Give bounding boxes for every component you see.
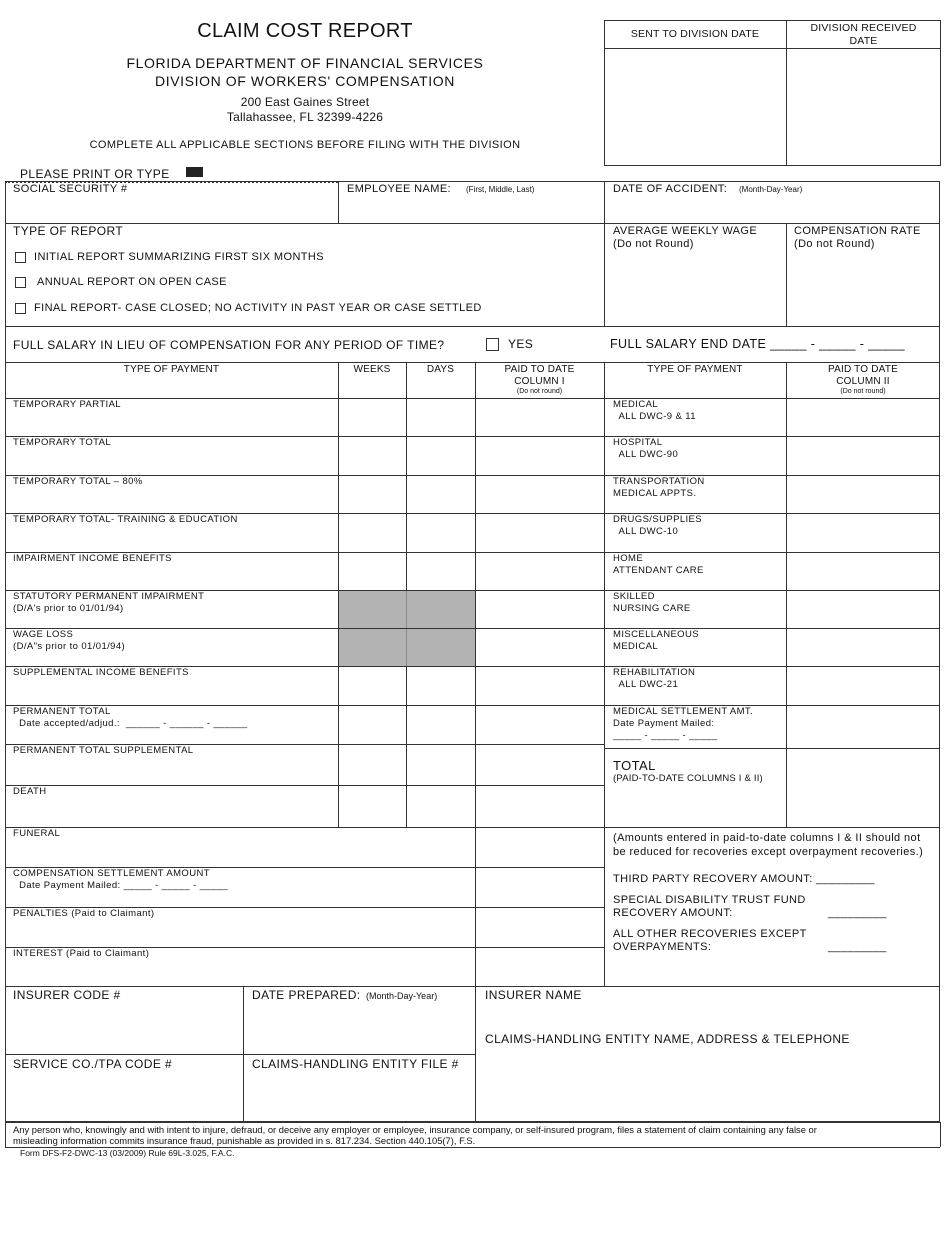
city-address: Tallahassee, FL 32399-4226: [226, 110, 384, 124]
total-hint: (PAID-TO-DATE COLUMNS I & II): [613, 773, 763, 784]
paid-col1-field[interactable]: [477, 630, 603, 665]
paid-col2-field[interactable]: [788, 477, 938, 512]
col-paid-col1-hint: (Do not round): [516, 388, 563, 395]
sent-to-division-label: SENT TO DIVISION DATE: [630, 28, 760, 40]
weeks-field[interactable]: [340, 707, 405, 743]
sdtf-label-1: SPECIAL DISABILITY TRUST FUND: [613, 894, 806, 906]
divider: [475, 986, 476, 1122]
sdtf-label-2: RECOVERY AMOUNT:: [613, 907, 733, 919]
recovery-note-1: (Amounts entered in paid-to-date columns I & II should not: [613, 832, 921, 844]
divider: [5, 1122, 6, 1147]
weeks-field[interactable]: [340, 746, 405, 784]
paid-col1-field[interactable]: [477, 949, 603, 985]
medical-type-label: DRUGS/SUPPLIES: [613, 514, 703, 525]
weeks-field[interactable]: [340, 668, 405, 704]
payment-type-label: COMPENSATION SETTLEMENT AMOUNT: [13, 868, 210, 879]
paid-col1-field[interactable]: [477, 829, 603, 866]
col-type-of-payment: TYPE OF PAYMENT: [123, 364, 220, 375]
days-field[interactable]: [408, 554, 474, 589]
paid-col1-field[interactable]: [477, 707, 603, 743]
days-field[interactable]: [408, 438, 474, 474]
col-paid-col1: PAID TO DATE: [504, 364, 575, 375]
payment-type-label: DEATH: [13, 786, 47, 797]
final-report-checkbox[interactable]: [15, 303, 26, 314]
print-notice: PLEASE PRINT OR TYPE: [20, 167, 170, 181]
claims-entity-field[interactable]: [478, 1048, 938, 1120]
paid-col1-field[interactable]: [477, 554, 603, 589]
insurer-code-field[interactable]: [8, 1004, 241, 1052]
weeks-field[interactable]: [340, 477, 405, 512]
payment-type-label: SUPPLEMENTAL INCOME BENEFITS: [13, 667, 189, 678]
paid-col1-field[interactable]: [477, 477, 603, 512]
date-prepared-label: DATE PREPARED:: [252, 988, 361, 1002]
avg-weekly-wage-field[interactable]: [606, 252, 784, 324]
full-salary-question: FULL SALARY IN LIEU OF COMPENSATION FOR ANY PERIOD OF TIME?: [13, 338, 445, 352]
medical-type-label: HOME: [613, 553, 644, 564]
fraud-warning-1: Any person who, knowingly and with intent to injure, defraud, or deceive any employer or employee, insurance company, or self-insured program, files a statement of claim containing any false or: [13, 1124, 817, 1135]
divider: [5, 398, 940, 399]
service-co-label: SERVICE CO./TPA CODE #: [13, 1057, 173, 1071]
final-report-label: FINAL REPORT- CASE CLOSED; NO ACTIVITY IN PAST YEAR OR CASE SETTLED: [34, 302, 482, 314]
entity-file-field[interactable]: [245, 1073, 473, 1120]
divider: [475, 827, 940, 828]
paid-col2-field[interactable]: [788, 515, 938, 551]
avg-weekly-wage-label: AVERAGE WEEKLY WAGE: [613, 225, 758, 237]
insurer-name-label: INSURER NAME: [485, 988, 582, 1002]
divider: [786, 362, 787, 827]
payment-type-label: STATUTORY PERMANENT IMPAIRMENT: [13, 591, 205, 602]
filing-instructions: COMPLETE ALL APPLICABLE SECTIONS BEFORE FILING WITH THE DIVISION: [89, 139, 521, 151]
medical-type-sublabel: _____ - _____ - _____: [613, 730, 718, 741]
employee-name-label: EMPLOYEE NAME:: [347, 183, 452, 195]
divider: [604, 48, 941, 49]
payment-type-sublabel: Date Payment Mailed: _____ - _____ - _____: [13, 880, 229, 891]
other-recoveries-blank[interactable]: _________: [828, 941, 887, 953]
medical-type-label: MISCELLANEOUS: [613, 629, 699, 640]
medical-type-sublabel: ATTENDANT CARE: [613, 565, 704, 576]
medical-type-sublabel: ALL DWC-90: [613, 449, 679, 460]
days-field[interactable]: [408, 515, 474, 551]
paid-col2-field[interactable]: [788, 630, 938, 665]
annual-report-label: ANNUAL REPORT ON OPEN CASE: [37, 276, 227, 288]
col-days: DAYS: [426, 364, 455, 375]
weeks-field[interactable]: [340, 554, 405, 589]
annual-report-checkbox[interactable]: [15, 277, 26, 288]
ssn-label: SOCIAL SECURITY #: [13, 183, 128, 195]
paid-col1-field[interactable]: [477, 668, 603, 704]
medical-type-sublabel: MEDICAL: [613, 641, 659, 652]
divider: [604, 362, 605, 986]
divider: [604, 552, 940, 553]
payment-type-label: PERMANENT TOTAL: [13, 706, 111, 717]
employee-name-hint: (First, Middle, Last): [466, 185, 535, 194]
department-name: FLORIDA DEPARTMENT OF FINANCIAL SERVICES: [126, 55, 484, 71]
payment-type-label: FUNERAL: [13, 828, 61, 839]
paid-col2-field[interactable]: [788, 554, 938, 589]
days-field[interactable]: [408, 707, 474, 743]
type-of-report-heading: TYPE OF REPORT: [13, 224, 124, 238]
divider: [5, 223, 940, 224]
payment-type-label: TEMPORARY TOTAL: [13, 437, 112, 448]
medical-type-label: REHABILITATION: [613, 667, 696, 678]
other-recoveries-1: ALL OTHER RECOVERIES EXCEPT: [613, 928, 807, 940]
division-received-label: DIVISION RECEIVED: [810, 22, 917, 34]
payment-type-label: PENALTIES (Paid to Claimant): [13, 908, 155, 919]
payment-type-sublabel: Date accepted/adjud.: ______ - ______ - ______: [13, 718, 248, 729]
divider: [940, 1122, 941, 1147]
total-field[interactable]: [788, 750, 938, 825]
payment-type-label: TEMPORARY TOTAL – 80%: [13, 476, 143, 487]
payment-type-label: IMPAIRMENT INCOME BENEFITS: [13, 553, 172, 564]
payment-type-sublabel: (D/A's prior to 01/01/94): [13, 603, 124, 614]
col-weeks: WEEKS: [353, 364, 391, 375]
weeks-field[interactable]: [340, 438, 405, 474]
days-field[interactable]: [408, 668, 474, 704]
medical-type-sublabel: ALL DWC-21: [613, 679, 679, 690]
division-received-label-2: DATE: [849, 35, 878, 47]
paid-col2-field[interactable]: [788, 592, 938, 627]
col-paid-col1-sub: COLUMN I: [514, 376, 565, 387]
comp-rate-field[interactable]: [788, 252, 938, 324]
col-type-of-payment-2: TYPE OF PAYMENT: [647, 364, 743, 375]
medical-type-sublabel: Date Payment Mailed:: [613, 718, 715, 729]
divider: [604, 181, 605, 326]
form-id: Form DFS-F2-DWC-13 (03/2009) Rule 69L-3.025, F.A.C.: [20, 1148, 235, 1158]
medical-type-sublabel: ALL DWC-10: [613, 526, 679, 537]
comp-rate-hint: (Do not Round): [794, 238, 875, 250]
medical-type-label: SKILLED: [613, 591, 655, 602]
sent-to-division-field[interactable]: [606, 50, 784, 164]
total-label: TOTAL: [613, 758, 656, 773]
weeks-field[interactable]: [340, 515, 405, 551]
divider: [5, 1054, 475, 1055]
paid-col1-field[interactable]: [477, 400, 603, 435]
date-of-accident-hint: (Month-Day-Year): [739, 185, 803, 194]
payment-type-label: INTEREST (Paid to Claimant): [13, 948, 150, 959]
divider: [786, 223, 787, 326]
claims-entity-label: CLAIMS-HANDLING ENTITY NAME, ADDRESS & TELEPHONE: [485, 1032, 850, 1046]
payment-type-label: TEMPORARY PARTIAL: [13, 399, 121, 410]
days-field[interactable]: [408, 787, 474, 826]
divider: [5, 326, 940, 327]
divider: [5, 785, 604, 786]
form-title: CLAIM COST REPORT: [197, 20, 413, 42]
recovery-note-2: be reduced for recoveries except overpayment recoveries.): [613, 846, 924, 858]
print-notice-marker: [186, 167, 203, 177]
payment-type-label: PERMANENT TOTAL SUPPLEMENTAL: [13, 745, 194, 756]
paid-col2-field[interactable]: [788, 438, 938, 474]
date-prepared-hint: (Month-Day-Year): [366, 991, 438, 1001]
third-party-recovery[interactable]: THIRD PARTY RECOVERY AMOUNT: _________: [613, 873, 875, 885]
full-salary-end-date[interactable]: FULL SALARY END DATE _____ - _____ - _____: [610, 337, 905, 351]
initial-report-label: INITIAL REPORT SUMMARIZING FIRST SIX MONTHS: [34, 251, 324, 263]
medical-type-sublabel: NURSING CARE: [613, 603, 691, 614]
paid-col1-field[interactable]: [477, 787, 603, 826]
full-salary-yes-checkbox[interactable]: [486, 338, 499, 351]
days-field[interactable]: [408, 400, 474, 435]
paid-col1-field[interactable]: [477, 869, 603, 906]
insurer-code-label: INSURER CODE #: [13, 988, 121, 1002]
payment-type-label: TEMPORARY TOTAL- TRAINING & EDUCATION: [13, 514, 238, 525]
paid-col1-field[interactable]: [477, 592, 603, 627]
sdtf-blank[interactable]: _________: [828, 907, 887, 919]
full-salary-yes-label: YES: [508, 337, 534, 351]
division-received-field[interactable]: [788, 50, 939, 164]
paid-col2-field[interactable]: [788, 707, 938, 747]
date-of-accident-label: DATE OF ACCIDENT:: [613, 183, 728, 195]
fraud-warning-2: misleading information commits insurance fraud, punishable as provided in s. 817.234. Section 440.105(7), F.S.: [13, 1135, 476, 1146]
payment-type-sublabel: (D/A"s prior to 01/01/94): [13, 641, 126, 652]
paid-col1-field[interactable]: [477, 438, 603, 474]
service-co-field[interactable]: [8, 1073, 241, 1120]
paid-col1-field[interactable]: [477, 746, 603, 784]
col-paid-col2: PAID TO DATE: [827, 364, 898, 375]
medical-type-label: HOSPITAL: [613, 437, 663, 448]
weeks-field[interactable]: [340, 400, 405, 435]
weeks-field[interactable]: [340, 787, 405, 826]
paid-col1-field[interactable]: [477, 909, 603, 946]
days-field[interactable]: [408, 746, 474, 784]
employee-name-field[interactable]: [340, 196, 602, 221]
col-paid-col2-sub: COLUMN II: [836, 376, 890, 387]
medical-type-label: MEDICAL: [613, 399, 659, 410]
ssn-field[interactable]: [8, 196, 336, 221]
col-paid-col2-hint: (Do not round): [840, 388, 886, 395]
other-recoveries-2: OVERPAYMENTS:: [613, 941, 712, 953]
paid-col2-field[interactable]: [788, 668, 938, 704]
entity-file-label: CLAIMS-HANDLING ENTITY FILE #: [252, 1057, 459, 1071]
date-of-accident-field[interactable]: [606, 196, 938, 221]
divider: [5, 628, 604, 629]
divider: [5, 986, 940, 987]
divider: [604, 748, 940, 749]
divider: [5, 1122, 940, 1123]
street-address: 200 East Gaines Street: [240, 95, 370, 109]
payment-type-label: WAGE LOSS: [13, 629, 74, 640]
days-field[interactable]: [408, 477, 474, 512]
avg-weekly-wage-hint: (Do not Round): [613, 238, 694, 250]
division-name: DIVISION OF WORKERS' COMPENSATION: [155, 73, 455, 89]
divider: [5, 362, 940, 363]
medical-type-sublabel: MEDICAL APPTS.: [613, 488, 697, 499]
paid-col2-field[interactable]: [788, 400, 938, 435]
paid-col1-field[interactable]: [477, 515, 603, 551]
date-prepared-field[interactable]: [245, 1004, 473, 1052]
initial-report-checkbox[interactable]: [15, 252, 26, 263]
comp-rate-label: COMPENSATION RATE: [794, 225, 921, 237]
divider: [475, 362, 476, 986]
divider: [338, 181, 339, 223]
medical-type-label: MEDICAL SETTLEMENT AMT.: [613, 706, 754, 717]
medical-type-sublabel: ALL DWC-9 & 11: [613, 411, 696, 422]
medical-type-label: TRANSPORTATION: [613, 476, 705, 487]
